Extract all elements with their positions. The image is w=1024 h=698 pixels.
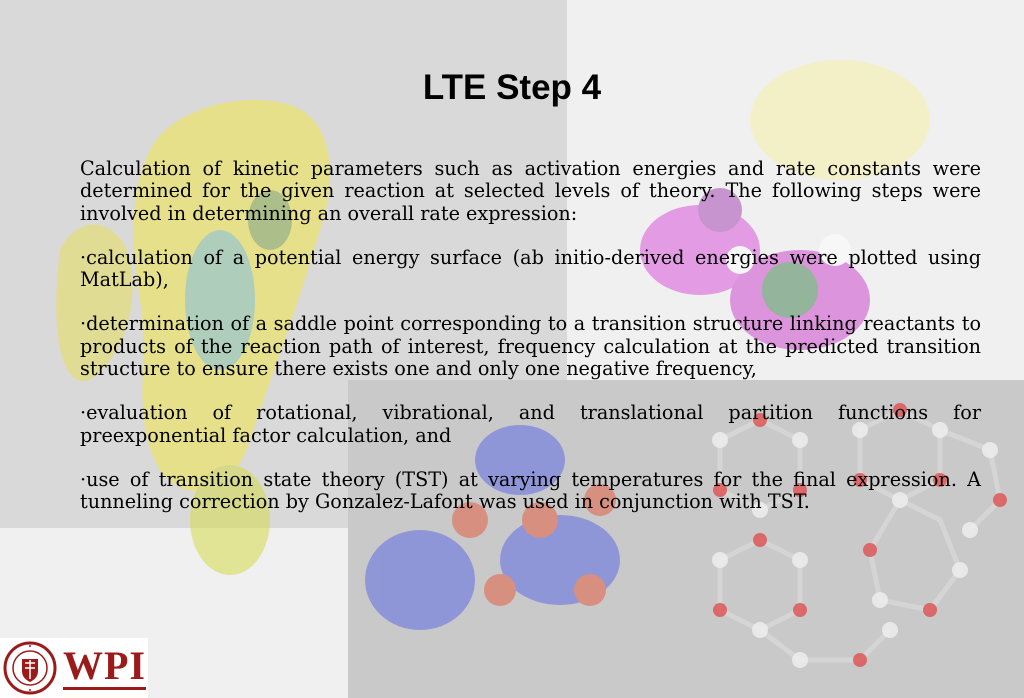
- bullet-saddle-point: ·determination of a saddle point corresponding to a transition structure linking reactants to products of the reaction path of interest, frequency calculation at the predicted transition structure to ensure there exists one and only one negative frequency,: [80, 312, 981, 381]
- wpi-logo-text: WPI: [63, 643, 146, 688]
- bullet-transition-state-theory: ·use of transition state theory (TST) at varying temperatures for the final expression. A tunneling correction by Gonzalez-Lafont was used in conjunction with TST.: [80, 467, 981, 514]
- bullet-potential-energy-surface: ·calculation of a potential energy surface (ab initio-derived energies were plotted using MatLab),: [80, 245, 981, 292]
- intro-paragraph: Calculation of kinetic parameters such as activation energies and rate constants were determined for the given reaction at selected levels of theory. The following steps were involved in determining an overall rate expression:: [80, 157, 981, 225]
- wpi-logo: [0, 638, 148, 698]
- slide-title: LTE Step 4: [422, 68, 602, 107]
- bullet-partition-functions: ·evaluation of rotational, vibrational, and translational partition functions for preexponential factor calculation, and: [80, 401, 981, 447]
- slide-body: [80, 158, 981, 514]
- wpi-seal-icon: [3, 641, 57, 695]
